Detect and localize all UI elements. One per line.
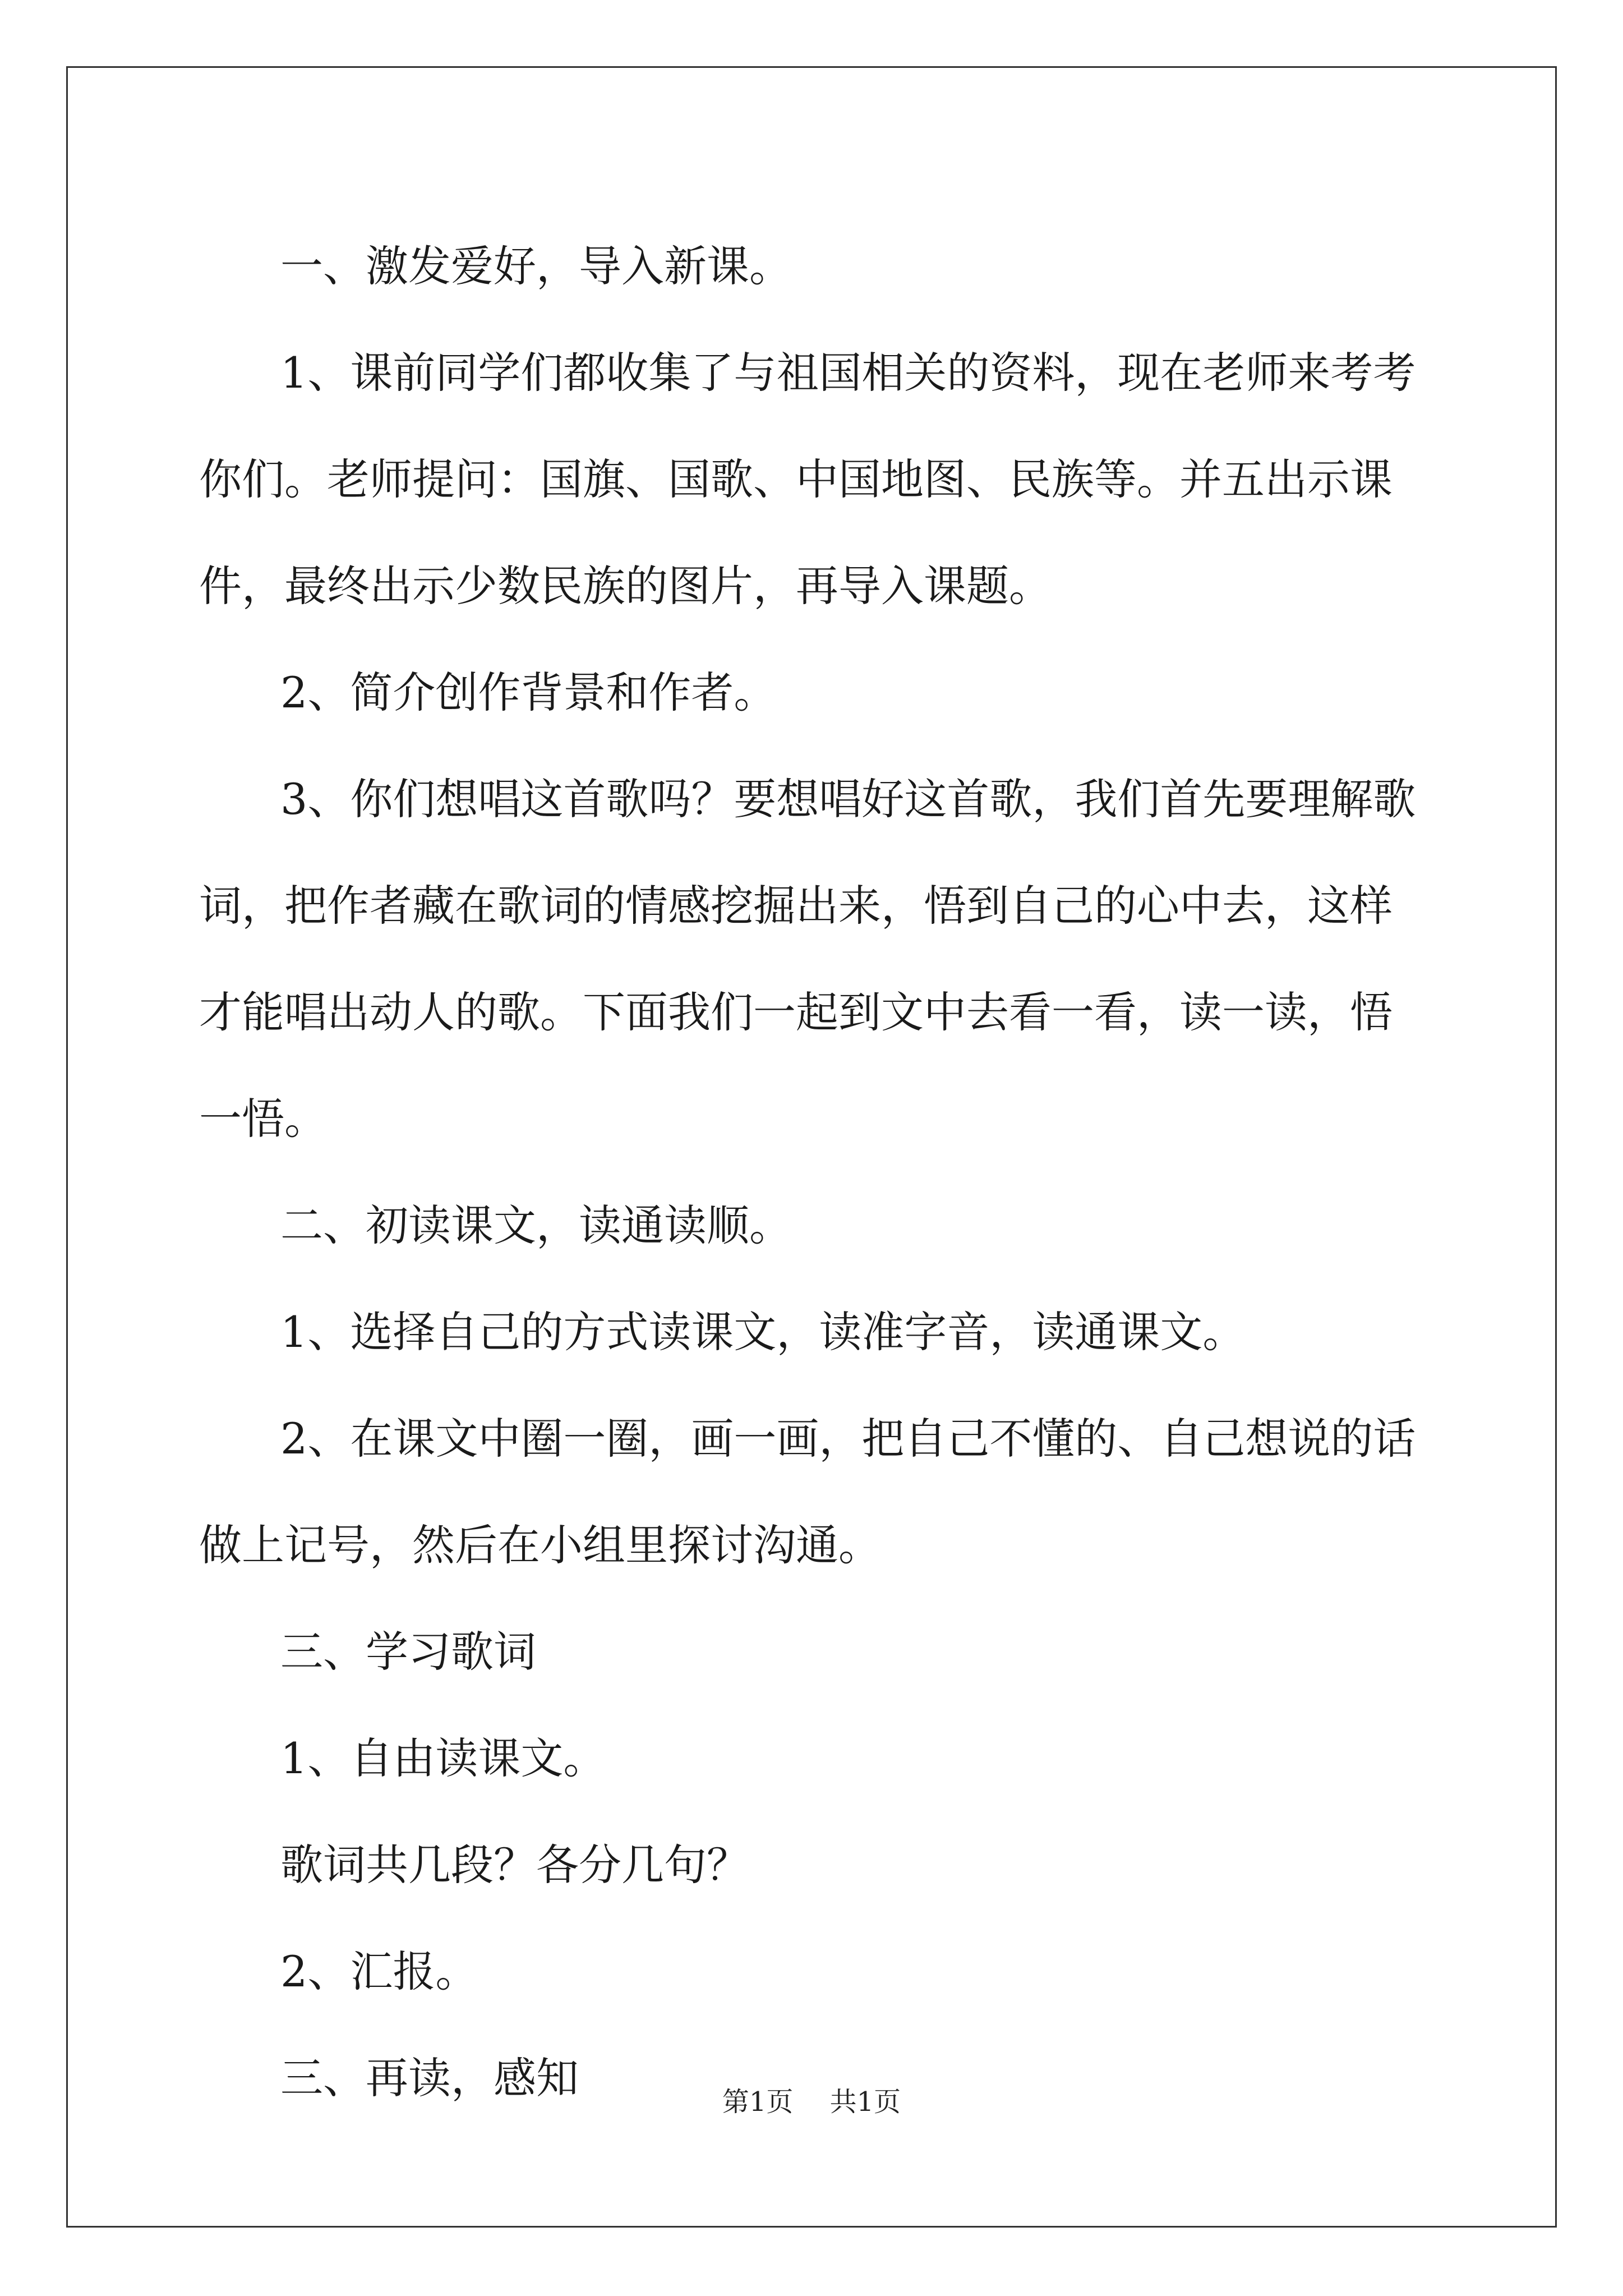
heading-section-4: 三、再读，感知 [280,2053,579,2103]
document-body [199,213,1433,2132]
page-footer [0,2080,1623,2119]
paragraph-5: 2、在课文中圈一圈，画一画，把自己不懂的、自己想说的话做上记号，然后在小组里探讨沟通。 [199,1414,1416,1570]
heading-section-1: 一、激发爱好，导入新课。 [280,241,792,291]
paragraph-3: 3、你们想唱这首歌吗？要想唱好这首歌，我们首先要理解歌词，把作者藏在歌词的情感挖掘出来，悟到自己的心中去，这样才能唱出动人的歌。下面我们一起到文中去看一看，读一读，悟一悟。 [199,774,1416,1144]
paragraph-4: 1、选择自己的方式读课文，读准字音，读通课文。 [280,1307,1246,1357]
paragraph-6: 1、自由读课文。 [280,1733,606,1783]
paragraph-1: 1、课前同学们都收集了与祖国相关的资料，现在老师来考考你们。老师提问：国旗、国歌、中国地图、民族等。并五出示课件，最终出示少数民族的图片，再导入课题。 [199,348,1416,611]
page-number-total: 共1页 [829,2086,901,2118]
paragraph-2: 2、简介创作背景和作者。 [280,668,777,717]
page-number-current: 第1页 [722,2086,794,2118]
heading-section-3: 三、学习歌词 [280,1627,536,1677]
paragraph-7: 歌词共几段？各分几句？ [280,1840,749,1890]
paragraph-8: 2、汇报。 [280,1947,478,1996]
heading-section-2: 二、初读课文，读通读顺。 [280,1200,792,1250]
